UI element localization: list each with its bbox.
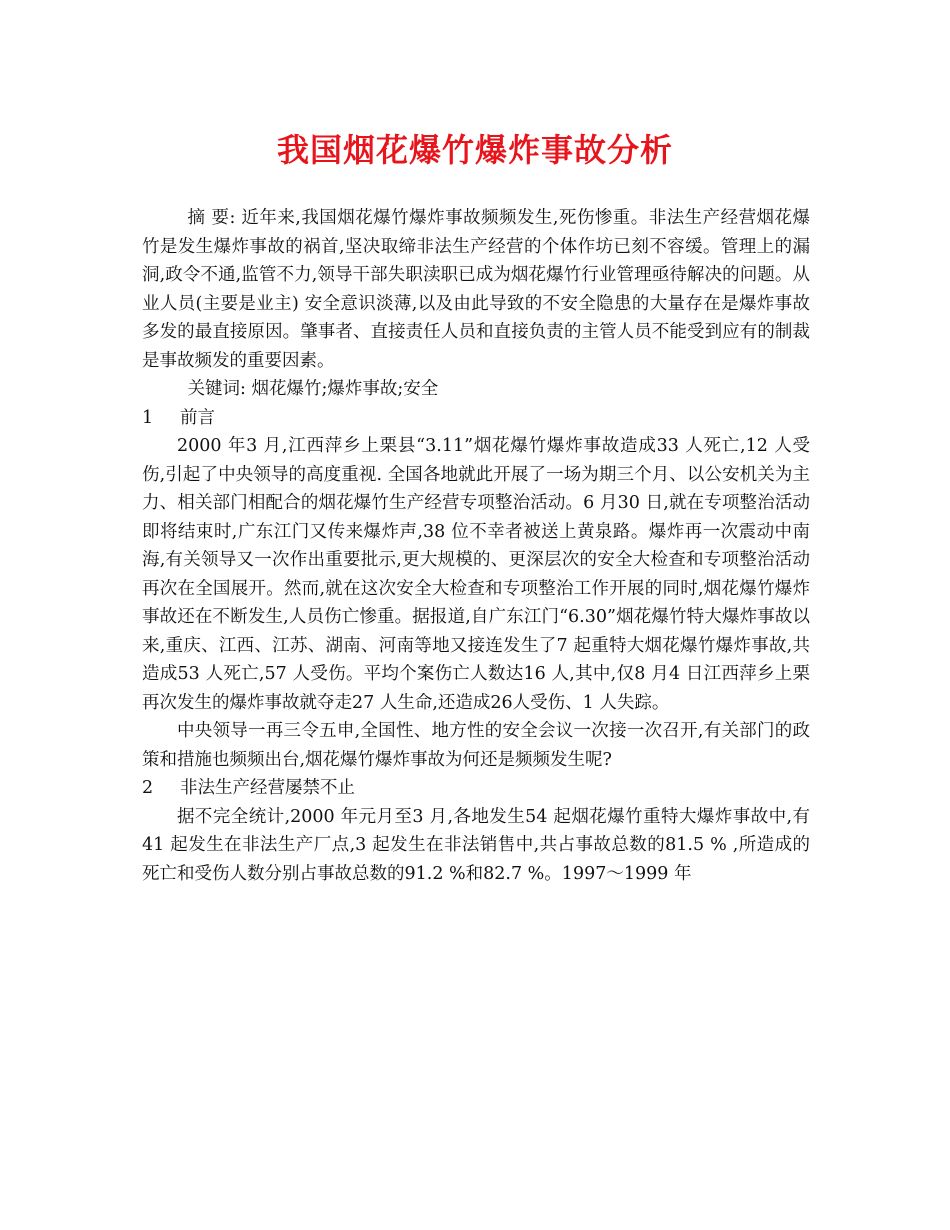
section-number: 1 [142,407,154,428]
section-number: 2 [142,778,154,798]
body-paragraph: 据不完全统计,2000 年元月至3 月,各地发生54 起烟花爆竹重特大爆炸事故中,有41 起发生在非法生产厂点,3 起发生在非法销售中,共占事故总数的81.5 % ,所造成的死亡和受伤人数分别占事故总数的91.2 %和82.7 %。1997～1999 年 [142,806,811,884]
abstract-paragraph: 摘 要: 近年来,我国烟花爆竹爆炸事故频频发生,死伤惨重。非法生产经营烟花爆竹是发生爆炸事故的祸首,坚决取缔非法生产经营的个体作坊已刻不容缓。管理上的漏洞,政令不通,监管不力,领导干部失职渎职已成为烟花爆竹行业管理亟待解决的问题。从业人员(主要是业主) 安全意识淡薄,以及由此导致的不安全隐患的大量存在是爆炸事故多发的最直接原因。肇事者、直接责任人员和直接负责的主管人员不能受到应有的制裁是事故频发的重要因素。 [142,208,810,371]
keywords-line: 关键词: 烟花爆竹;爆炸事故;安全 [187,379,439,399]
section-title: 前言 [180,407,215,428]
document-title: 我国烟花爆竹爆炸事故分析 [276,131,673,169]
document-body [142,204,810,888]
section-title: 非法生产经营屡禁不止 [180,778,355,798]
body-paragraph: 2000 年3 月,江西萍乡上栗县“3.11”烟花爆竹爆炸事故造成33 人死亡,12 人受伤,引起了中央领导的高度重视. 全国各地就此开展了一场为期三个月、以公安机关为主力、相关部门相配合的烟花爆竹生产经营专项整治活动。6 月30 日,就在专项整治活动即将结束时,广东江门又传来爆炸声,38 位不幸者被送上黄泉路。爆炸再一次震动中南海,有关领导又一次作出重要批示,更大规模的、更深层次的安全大检查和专项整治活动再次在全国展开。然而,就在这次安全大检查和专项整治工作开展的同时,烟花爆竹爆炸事故还在不断发生,人员伤亡惨重。据报道,自广东江门“6.30”烟花爆竹特大爆炸事故以来,重庆、江西、江苏、湖南、河南等地又接连发生了7 起重特大烟花爆竹爆炸事故,共造成53 人死亡,57 人受伤。平均个案伤亡人数达16 人,其中,仅8 月4 日江西萍乡上栗再次发生的爆炸事故就夺走27 人生命,还造成26人受伤、1 人失踪。 [142,436,810,713]
body-paragraph: 中央领导一再三令五申,全国性、地方性的安全会议一次接一次召开,有关部门的政策和措施也频频出台,烟花爆竹爆炸事故为何还是频频发生呢? [142,721,810,770]
section-heading-2 [142,774,810,803]
section-heading-1 [142,404,810,433]
